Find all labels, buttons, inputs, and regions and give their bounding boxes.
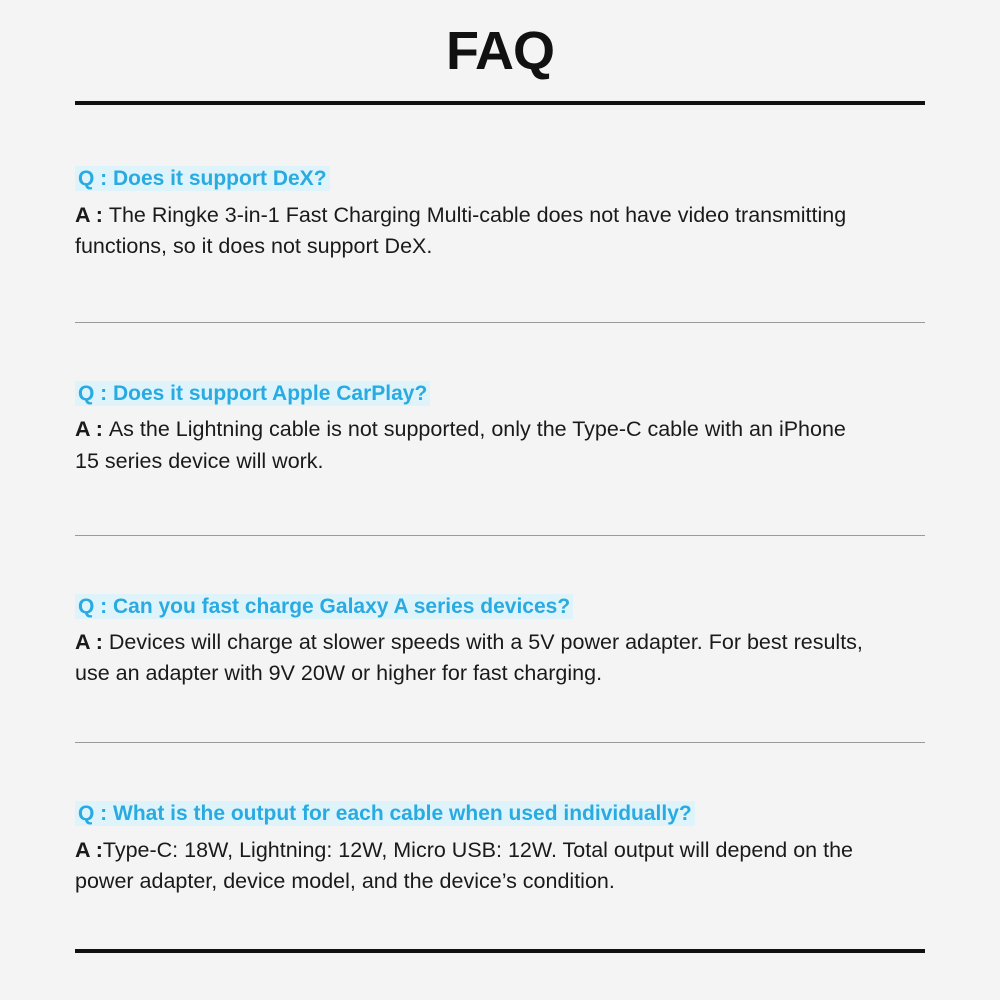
answer-text: The Ringke 3-in-1 Fast Charging Multi-cable does not have video transmitting functions, so it does not support DeX.: [75, 202, 847, 258]
question-text: What is the output for each cable when used individually?: [113, 802, 692, 826]
bottom-divider: [75, 949, 925, 953]
faq-answer: [75, 200, 875, 262]
question-text: Does it support DeX?: [113, 167, 327, 191]
answer-prefix: A :: [75, 629, 109, 654]
faq-question: [75, 593, 925, 620]
list-item: [0, 323, 1000, 477]
faq-answer: [75, 414, 875, 476]
spacer: [0, 262, 1000, 322]
list-item: [0, 105, 1000, 262]
question-prefix: Q :: [78, 802, 113, 826]
faq-answer: [75, 627, 875, 689]
spacer: [0, 897, 1000, 949]
faq-answer: [75, 835, 875, 897]
page-title: FAQ: [445, 21, 554, 81]
answer-text: As the Lightning cable is not supported, only the Type-C cable with an iPhone 15 series device will work.: [75, 417, 846, 473]
answer-prefix: A :: [75, 202, 109, 227]
answer-prefix: A :: [75, 417, 109, 442]
question-prefix: Q :: [78, 167, 113, 191]
faq-list: [0, 105, 1000, 953]
list-item: [0, 536, 1000, 690]
faq-question: [75, 165, 925, 192]
spacer: [0, 689, 1000, 742]
faq-question: [75, 380, 925, 407]
answer-text: Type-C: 18W, Lightning: 12W, Micro USB: 12W. Total output will depend on the power adapter, device model, and the device’s condition.: [75, 837, 853, 893]
answer-prefix: A :: [75, 837, 103, 862]
list-item: [0, 743, 1000, 897]
question-text: Does it support Apple CarPlay?: [113, 382, 428, 406]
answer-text: Devices will charge at slower speeds with a 5V power adapter. For best results, use an adapter with 9V 20W or higher for fast charging.: [75, 629, 863, 686]
question-text: Can you fast charge Galaxy A series devices?: [113, 594, 571, 618]
faq-question: [75, 800, 925, 827]
spacer: [0, 477, 1000, 535]
question-prefix: Q :: [78, 594, 113, 618]
question-prefix: Q :: [78, 382, 113, 406]
